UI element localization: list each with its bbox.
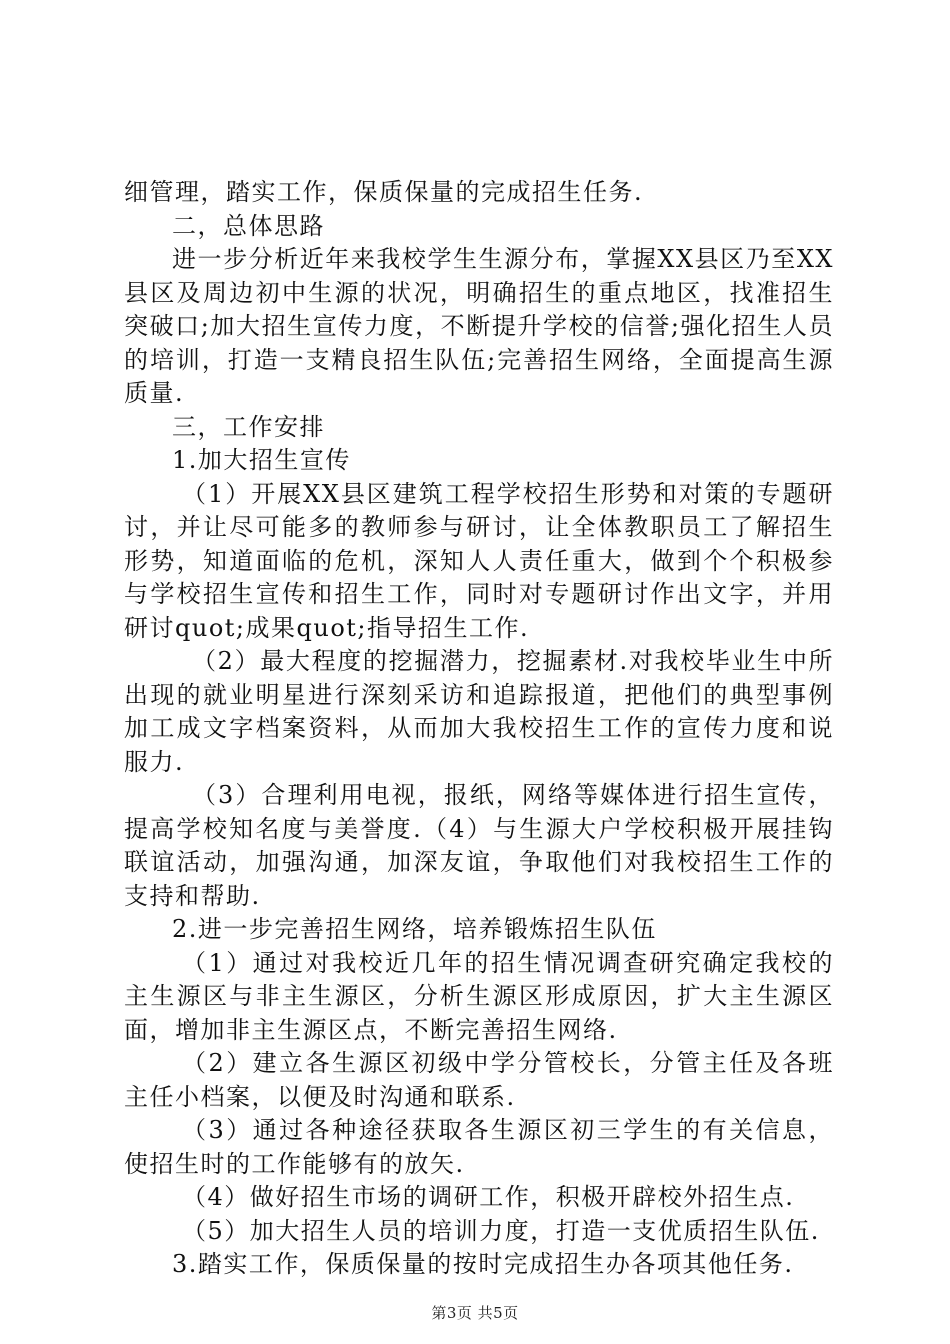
paragraph-continuation: 细管理，踏实工作，保质保量的完成招生任务. — [124, 178, 644, 206]
subheading-publicity: 1.加大招生宣传 — [172, 446, 351, 474]
paragraph-item-2-3: （3）通过各种途径获取各生源区初三学生的有关信息，使招生时的工作能够有的放矢. — [124, 1116, 834, 1178]
subheading-network: 2.进一步完善招生网络，培养锻炼招生队伍 — [172, 915, 657, 943]
paragraph-item-2-2: （2）建立各生源区初级中学分管校长，分管主任及各班主任小档案，以便及时沟通和联系. — [124, 1049, 834, 1111]
section-heading-overall-approach: 二，总体思路 — [172, 211, 325, 240]
page-number: 第3页 共5页 — [431, 1304, 519, 1322]
paragraph-item-2-5: （5）加大招生人员的培训力度，打造一支优质招生队伍. — [182, 1216, 820, 1245]
paragraph-item-1-3: （3）合理利用电视，报纸，网络等媒体进行招生宣传，提高学校知名度与美誉度.（4）与生源大户学校积极开展挂钩联谊活动，加强沟通，加深友谊，争取他们对我校招生工作的支持和帮助. — [124, 781, 834, 910]
paragraph-item-1-2: （2）最大程度的挖掘潜力，挖掘素材.对我校毕业生中所出现的就业明星进行深刻采访和追踪报道，把他们的典型事例加工成文字档案资料，从而加大我校招生工作的宣传力度和说服力. — [124, 647, 834, 776]
paragraph-item-2-4: （4）做好招生市场的调研工作，积极开辟校外招生点. — [182, 1183, 795, 1211]
paragraph-item-1-1: （1）开展XX县区建筑工程学校招生形势和对策的专题研讨，并让尽可能多的教师参与研讨，让全体教职员工了解招生形势，知道面临的危机，深知人人责任重大，做到个个积极参与学校招生宣传和招生工作，同时对专题研讨作出文字，并用研讨quot;成果quot;指导招生工作. — [124, 479, 834, 642]
paragraph-item-2-1: （1）通过对我校近几年的招生情况调查研究确定我校的主生源区与非主生源区，分析生源区形成原因，扩大主生源区面，增加非主生源区点，不断完善招生网络. — [124, 948, 834, 1044]
paragraph-overall-approach: 进一步分析近年来我校学生生源分布，掌握XX县区乃至XX县区及周边初中生源的状况，明确招生的重点地区，找准招生突破口;加大招生宣传力度，不断提升学校的信誉;强化招生人员的培训，打造一支精良招生队伍;完善招生网络，全面提高生源质量. — [124, 245, 834, 407]
document-body — [124, 176, 834, 1282]
section-heading-work-arrangement: 三，工作安排 — [172, 412, 325, 441]
subheading-other-tasks: 3.踏实工作，保质保量的按时完成招生办各项其他任务. — [172, 1250, 794, 1278]
